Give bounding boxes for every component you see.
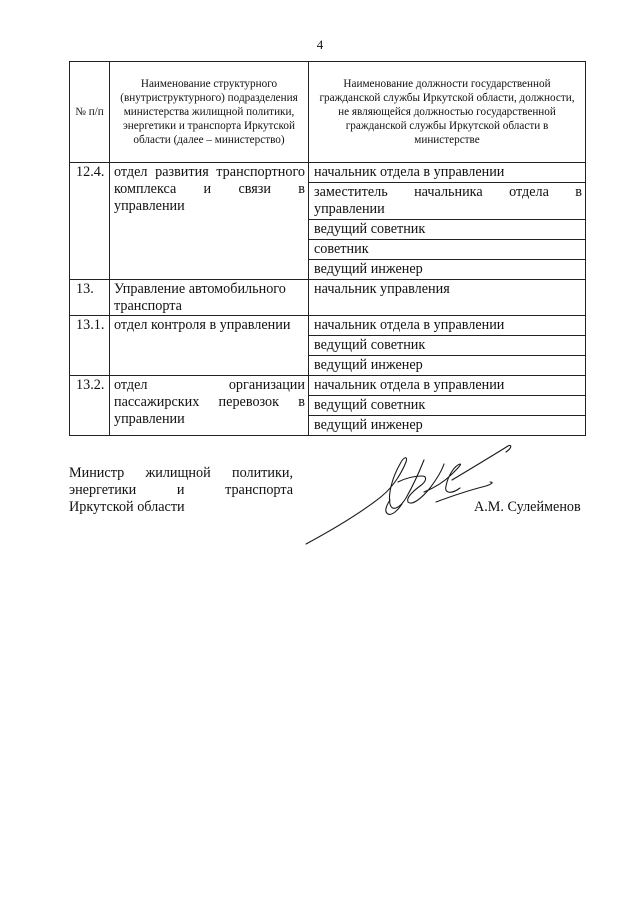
position-cell: ведущий инженер [309, 416, 586, 436]
position-cell: ведущий инженер [309, 356, 586, 376]
unit-name: отдел организации пассажирских перевозок в управлении [110, 376, 309, 436]
signatory-title-line: Министр жилищной политики, [69, 465, 293, 481]
position-cell: советник [309, 240, 586, 260]
header-num: № п/п [70, 62, 110, 163]
position-cell: начальник отдела в управлении [309, 163, 586, 183]
row-number: 13. [70, 280, 110, 316]
signatory-title [69, 465, 293, 516]
header-unit: Наименование структурного (внутриструктурного) подразделения министерства жилищной политики, энергетики и транспорта Иркутской области (далее – министерство) [110, 62, 309, 163]
position-cell: начальник управления [309, 280, 586, 316]
row-number: 12.4. [70, 163, 110, 280]
position-cell: заместитель начальника отдела в управлении [309, 183, 586, 220]
handwritten-signature [302, 442, 517, 552]
position-cell: начальник отдела в управлении [309, 316, 586, 336]
position-cell: ведущий советник [309, 396, 586, 416]
table-row [70, 280, 586, 316]
unit-name: Управление автомобильного транспорта [110, 280, 309, 316]
unit-name: отдел развития транспортного комплекса и связи в управлении [110, 163, 309, 280]
row-number: 13.2. [70, 376, 110, 436]
position-cell: ведущий инженер [309, 260, 586, 280]
table-row [70, 163, 586, 183]
signatory-title-line: энергетики и транспорта [69, 482, 293, 498]
row-number: 13.1. [70, 316, 110, 376]
signatory-title-line: Иркутской области [69, 499, 185, 515]
signatory-name: А.М. Сулейменов [474, 499, 581, 515]
table-row [70, 316, 586, 336]
header-position: Наименование должности государственной гражданской службы Иркутской области, должности, не являющейся должностью государственной гражданской службы Иркутской области в министерстве [309, 62, 586, 163]
position-cell: ведущий советник [309, 336, 586, 356]
unit-name: отдел контроля в управлении [110, 316, 309, 376]
page-number: 4 [316, 37, 324, 52]
position-cell: начальник отдела в управлении [309, 376, 586, 396]
position-cell: ведущий советник [309, 220, 586, 240]
positions-table [69, 61, 586, 436]
table-row [70, 376, 586, 396]
table-header-row [70, 62, 586, 163]
